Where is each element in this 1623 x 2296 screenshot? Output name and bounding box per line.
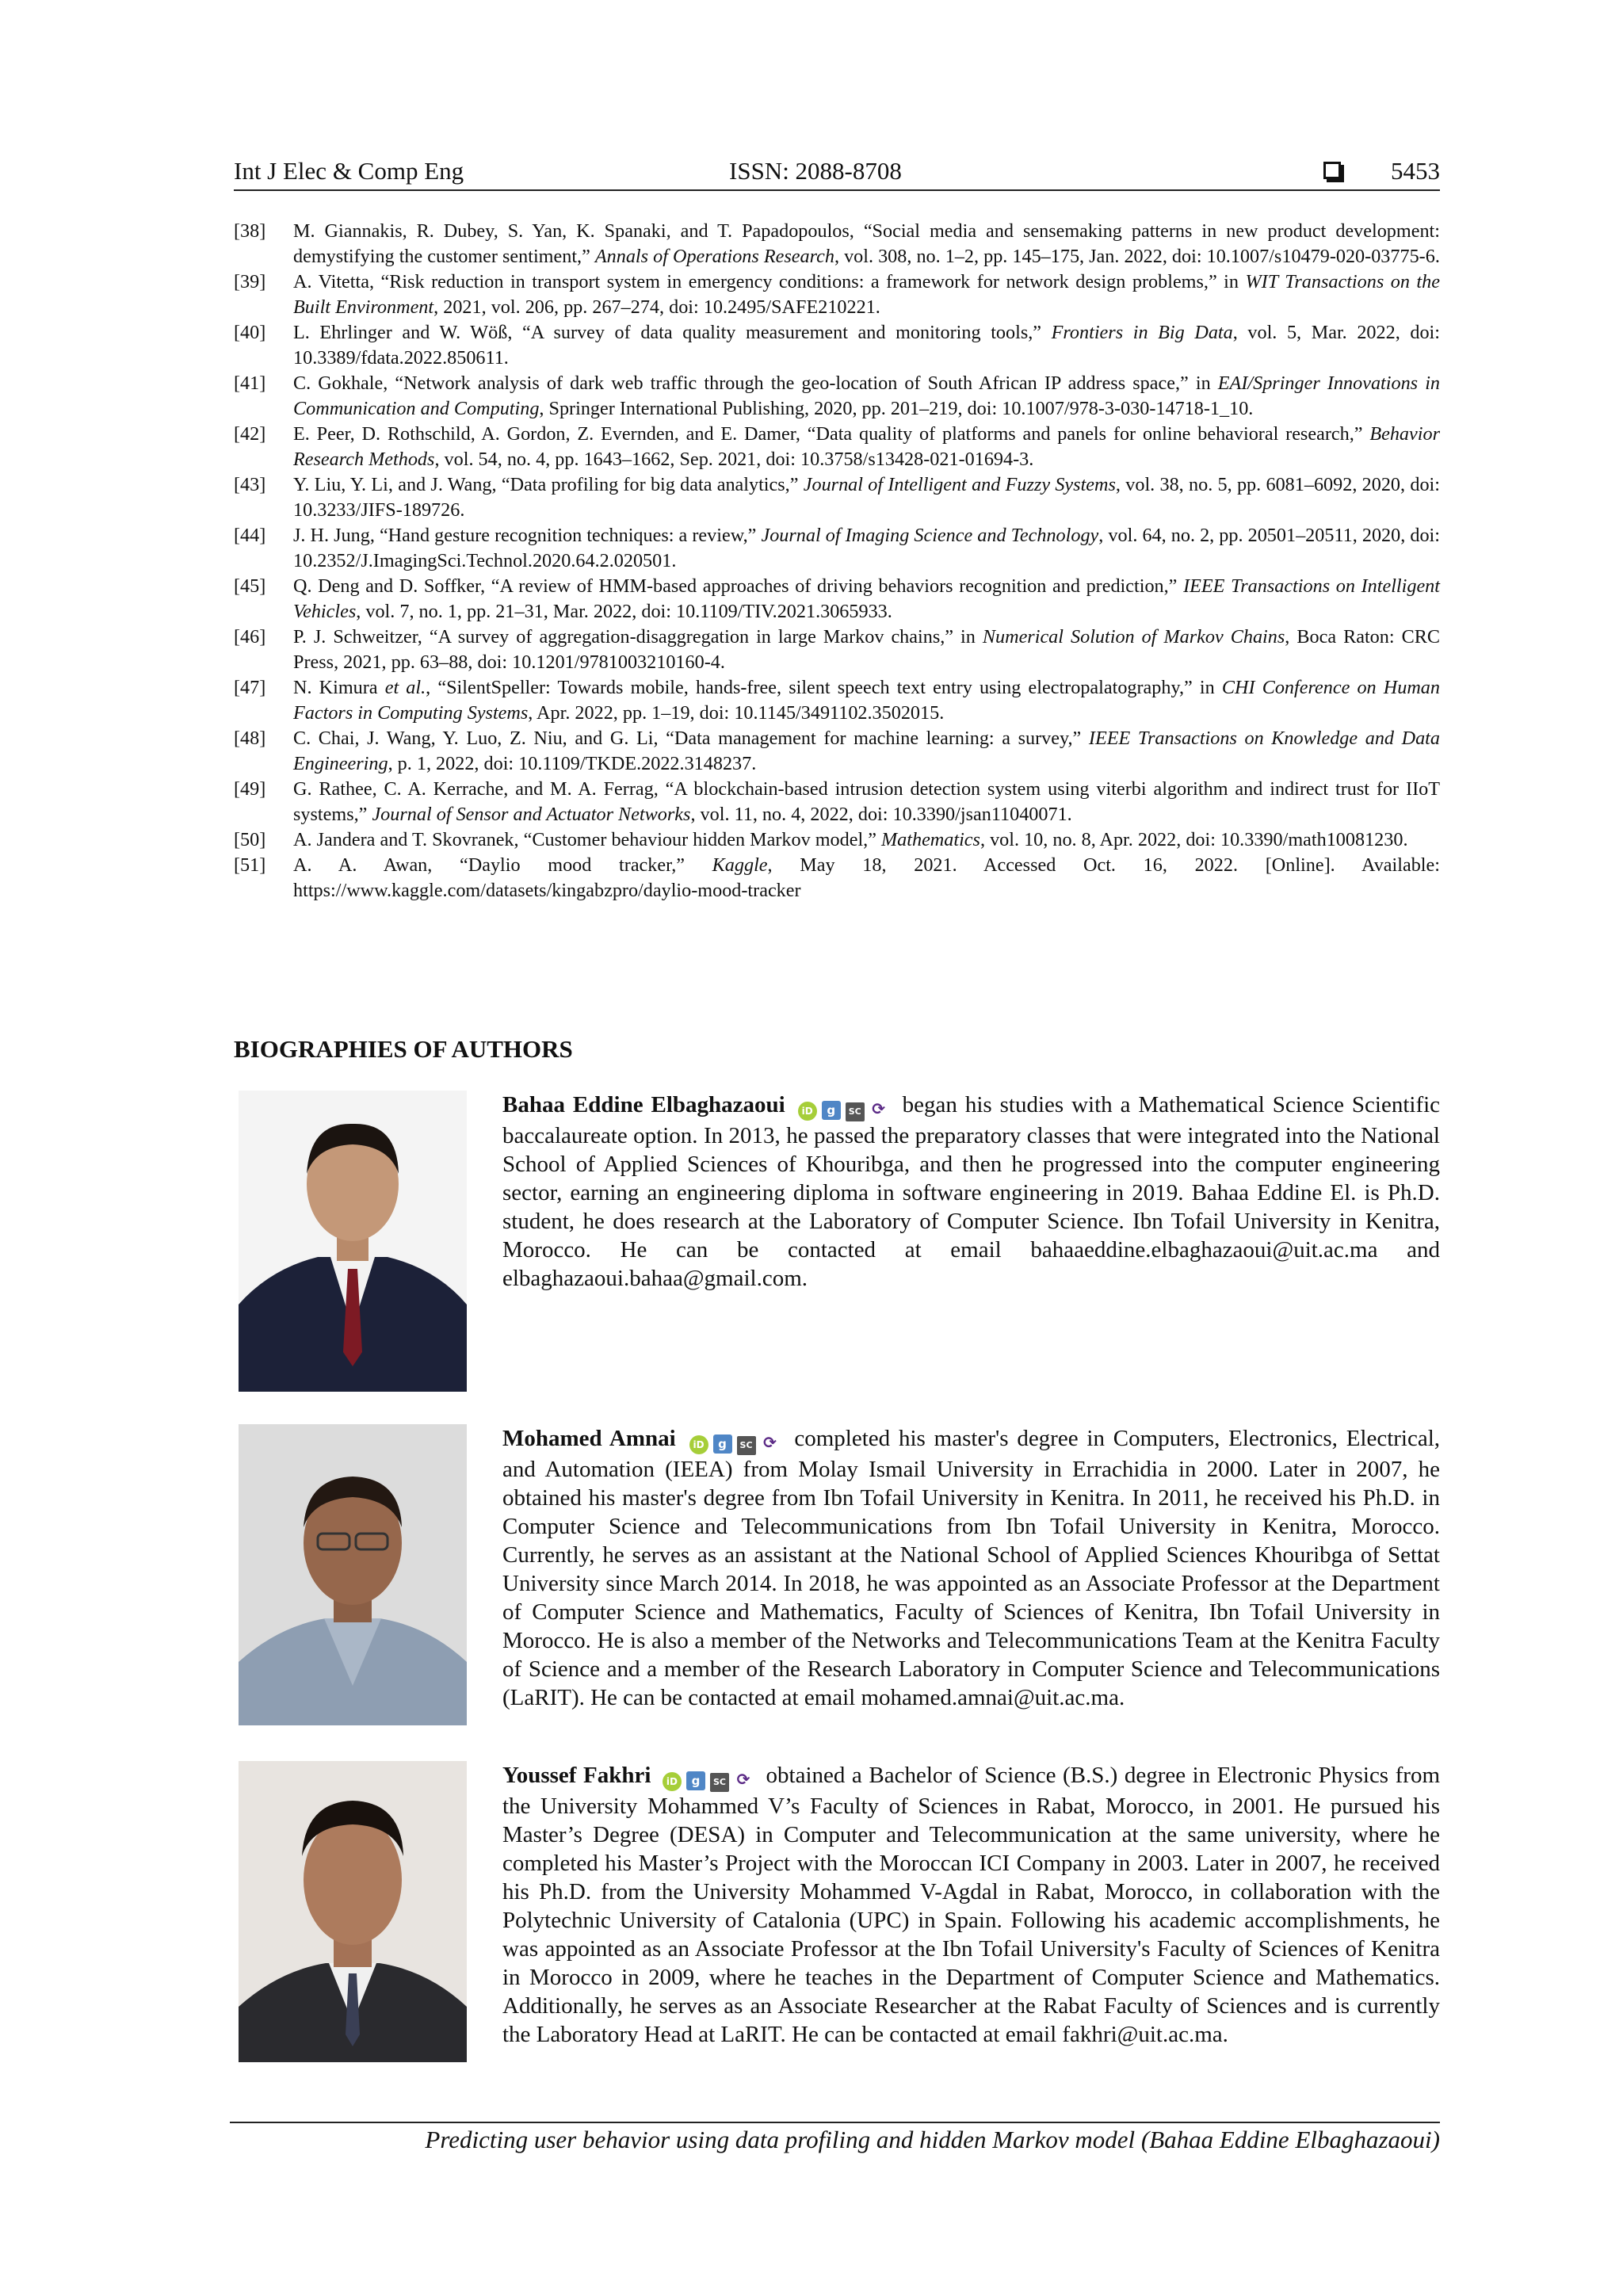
orcid-icon[interactable]: iD (798, 1102, 817, 1121)
reference-number: [42] (234, 423, 266, 445)
reference-number: [47] (234, 677, 266, 698)
reference-number: [51] (234, 854, 266, 876)
reference-number: [50] (234, 829, 266, 850)
running-header (234, 157, 1440, 189)
reference-number: [44] (234, 525, 266, 546)
reference-venue: et al. (384, 677, 426, 698)
reference-entry (234, 726, 1440, 777)
web-of-science-icon[interactable]: ⟳ (872, 1099, 886, 1118)
web-of-science-icon[interactable]: ⟳ (736, 1770, 750, 1789)
reference-text: N. Kimura (293, 677, 385, 698)
reference-number: [46] (234, 626, 266, 648)
author-photo (239, 1091, 467, 1392)
reference-text: P. J. Schweitzer, “A survey of aggregation-disaggregation in large Markov chains,” in (293, 626, 983, 648)
reference-venue: Journal of Imaging Science and Technology (761, 525, 1099, 546)
reference-entry (234, 269, 1440, 320)
reference-entry (234, 219, 1440, 269)
web-of-science-icon[interactable]: ⟳ (763, 1433, 777, 1452)
reference-text: , May 18, 2021. Accessed Oct. 16, 2022. [Online]. Available: https://www.kaggle.com/datasets/kingabzpro/daylio-mood-tracker (293, 854, 1440, 901)
bio-text (502, 1091, 1440, 1293)
reference-number: [45] (234, 575, 266, 597)
scopus-icon[interactable]: SC (846, 1102, 865, 1121)
reference-text: M. Giannakis, R. Dubey, S. Yan, K. Spanaki, and T. Papadopoulos, “Social media and sensemaking patterns in new product development: demystifying the customer sentiment,” (293, 220, 1440, 267)
bio-body: began his studies with a Mathematical Science Scientific baccalaureate option. In 2013, he passed the preparatory classes that were integrated into the National School of Applied Sciences of Khouribga, and then he progressed into the computer engineering sector, earning an engineering diploma in software engineering in 2019. Bahaa Eddine El. is Ph.D. student, he does research at the Laboratory of Computer Science. Ibn Tofail University in Kenitra, Morocco. He can be contacted at email bahaaeddine.elbaghazaoui@uit.ac.ma and elbaghazaoui.bahaa@gmail.com. (502, 1092, 1441, 1291)
reference-number: [43] (234, 474, 266, 495)
bio-body: completed his master's degree in Computers, Electronics, Electrical, and Automation (IEEA) from Molay Ismail University in Errachidia in 2000. Later in 2007, he obtained his master's degree from Ibn Tofail University in Kenitra. In 2011, he received his Ph.D. in Computer Science and Telecommunications from Ibn Tofail University in Kenitra, Morocco. Currently, he serves as an assistant at the National School of Applied Sciences Khouribga of Settat University since March 2014. In 2018, he was appointed as an Associate Professor at the Department of Computer Science and Mathematics, Faculty of Sciences of Kenitra, Ibn Tofail University in Morocco. He is also a member of the Networks and Telecommunications Team at the Kenitra Faculty of Science and a member of the Research Laboratory in Computer Science and Telecommunications (LaRIT). He can be contacted at email mohamed.amnai@uit.ac.ma. (502, 1426, 1441, 1710)
reference-entry (234, 625, 1440, 675)
bio-text (502, 1761, 1440, 2049)
author-bio (234, 1091, 1440, 1392)
reference-text: , vol. 11, no. 4, 2022, doi: 10.3390/jsan11040071. (690, 804, 1072, 825)
reference-number: [39] (234, 271, 266, 292)
reference-venue: WIT Transactions on the Built Environment (293, 271, 1440, 318)
reference-venue: Numerical Solution of Markov Chains (982, 626, 1285, 648)
reference-text: , vol. 10, no. 8, Apr. 2022, doi: 10.3390/math10081230. (980, 829, 1408, 850)
scopus-icon[interactable]: SC (710, 1773, 729, 1792)
reference-number: [40] (234, 322, 266, 343)
reference-entry (234, 320, 1440, 371)
reference-text: Q. Deng and D. Soffker, “A review of HMM-based approaches of driving behaviors recognition and prediction,” (293, 575, 1184, 597)
reference-venue: Annals of Operations Research (594, 246, 834, 267)
orcid-icon[interactable]: iD (663, 1772, 682, 1791)
reference-number: [41] (234, 372, 266, 394)
bio-text (502, 1424, 1440, 1712)
reference-entry (234, 675, 1440, 726)
reference-text: , vol. 54, no. 4, pp. 1643–1662, Sep. 2021, doi: 10.3758/s13428-021-01694-3. (434, 449, 1034, 470)
reference-venue: CHI Conference on Human Factors in Computing Systems (293, 677, 1440, 724)
reference-entry (234, 853, 1440, 904)
reference-venue: EAI/Springer Innovations in Communication and Computing (293, 372, 1441, 419)
reference-venue: Mathematics (881, 829, 980, 850)
reference-entry (234, 472, 1440, 523)
google-scholar-icon[interactable]: g (822, 1101, 841, 1120)
reference-entry (234, 827, 1440, 853)
reference-text: , vol. 64, no. 2, pp. 20501–20511, 2020, doi: 10.2352/J.ImagingSci.Technol.2020.64.2.020501. (293, 525, 1441, 571)
reference-venue: IEEE Transactions on Knowledge and Data Engineering (293, 728, 1440, 774)
google-scholar-icon[interactable]: g (686, 1771, 705, 1790)
orcid-icon[interactable]: iD (689, 1435, 708, 1454)
reference-text: Y. Liu, Y. Li, and J. Wang, “Data profiling for big data analytics,” (293, 474, 804, 495)
author-name: Bahaa Eddine Elbaghazaoui (502, 1092, 785, 1117)
footer-rule (230, 2122, 1440, 2123)
reference-text: E. Peer, D. Rothschild, A. Gordon, Z. Evernden, and E. Damer, “Data quality of platforms and panels for online behavioral research,” (293, 423, 1370, 445)
reference-entry (234, 574, 1440, 625)
reference-text: , p. 1, 2022, doi: 10.1109/TKDE.2022.3148237. (388, 753, 757, 774)
author-bio (234, 1761, 1440, 2062)
reference-text: C. Gokhale, “Network analysis of dark web traffic through the geo-location of South African IP address space,” in (293, 372, 1218, 394)
reference-number: [38] (234, 220, 266, 242)
reference-text: , Apr. 2022, pp. 1–19, doi: 10.1145/3491102.3502015. (528, 702, 945, 724)
square-icon (1323, 162, 1341, 179)
reference-entry (234, 523, 1440, 574)
reference-text: , Boca Raton: CRC Press, 2021, pp. 63–88, doi: 10.1201/9781003210160-4. (293, 626, 1441, 673)
google-scholar-icon[interactable]: g (713, 1435, 732, 1454)
reference-entry (234, 422, 1440, 472)
reference-venue: IEEE Transactions on Intelligent Vehicles (293, 575, 1440, 622)
reference-venue: Journal of Sensor and Actuator Networks (372, 804, 691, 825)
reference-text: , vol. 7, no. 1, pp. 21–31, Mar. 2022, doi: 10.1109/TIV.2021.3065933. (356, 601, 892, 622)
reference-venue: Behavior Research Methods (293, 423, 1440, 470)
author-name: Youssef Fakhri (502, 1763, 651, 1788)
reference-venue: Frontiers in Big Data (1051, 322, 1233, 343)
journal-name: Int J Elec & Comp Eng (234, 157, 464, 185)
scopus-icon[interactable]: SC (737, 1436, 756, 1455)
reference-entry (234, 371, 1440, 422)
reference-text: G. Rathee, C. A. Kerrache, and M. A. Ferrag, “A blockchain-based intrusion detection system using viterbi algorithm and indirect trust for IIoT systems,” (293, 778, 1440, 825)
reference-text: , vol. 38, no. 5, pp. 6081–6092, 2020, doi: 10.3233/JIFS-189726. (293, 474, 1440, 521)
page-number: 5453 (1391, 157, 1440, 185)
header-rule (234, 189, 1440, 191)
reference-list (234, 219, 1440, 904)
reference-number: [49] (234, 778, 266, 800)
reference-venue: Journal of Intelligent and Fuzzy Systems (803, 474, 1116, 495)
reference-text: , “SilentSpeller: Towards mobile, hands-free, silent speech text entry using electropalatography,” in (426, 677, 1222, 698)
reference-text: , vol. 308, no. 1–2, pp. 145–175, Jan. 2022, doi: 10.1007/s10479-020-03775-6. (834, 246, 1440, 267)
reference-text: , vol. 5, Mar. 2022, doi: 10.3389/fdata.2022.850611. (293, 322, 1440, 369)
reference-text: A. A. Awan, “Daylio mood tracker,” (293, 854, 712, 876)
author-photo (239, 1761, 467, 2062)
author-bio (234, 1424, 1440, 1725)
reference-entry (234, 777, 1440, 827)
running-footer: Predicting user behavior using data profiling and hidden Markov model (Bahaa Eddine Elbaghazaoui) (425, 2126, 1440, 2153)
section-title: BIOGRAPHIES OF AUTHORS (234, 1035, 573, 1063)
reference-text: L. Ehrlinger and W. Wöß, “A survey of data quality measurement and monitoring tools,” (293, 322, 1052, 343)
reference-text: J. H. Jung, “Hand gesture recognition techniques: a review,” (293, 525, 762, 546)
reference-text: , 2021, vol. 206, pp. 267–274, doi: 10.2495/SAFE210221. (433, 296, 880, 318)
author-name: Mohamed Amnai (502, 1426, 676, 1451)
author-photo (239, 1424, 467, 1725)
reference-text: C. Chai, J. Wang, Y. Luo, Z. Niu, and G. Li, “Data management for machine learning: a survey,” (293, 728, 1089, 749)
reference-text: A. Vitetta, “Risk reduction in transport system in emergency conditions: a framework for network design problems,” in (293, 271, 1246, 292)
reference-text: A. Jandera and T. Skovranek, “Customer behaviour hidden Markov model,” (293, 829, 882, 850)
reference-text: , Springer International Publishing, 2020, pp. 201–219, doi: 10.1007/978-3-030-14718-1_10. (539, 398, 1254, 419)
bio-body: obtained a Bachelor of Science (B.S.) degree in Electronic Physics from the University Mohammed V’s Faculty of Sciences in Rabat, Morocco, in 2001. He pursued his Master’s Degree (DESA) in Computer and Telecommunication at the same university, where he completed his Master’s Project with the Moroccan ICI Company in 2003. Later in 2007, he received his Ph.D. from the University Mohammed V-Agdal in Rabat, Morocco, in collaboration with the Polytechnic University of Catalonia (UPC) in Spain. Following his academic accomplishments, he was appointed as an Associate Professor at the Ibn Tofail University's Faculty of Sciences of Kenitra in Morocco in 2009, where he teaches in the Department of Computer Science and Mathematics. Additionally, he serves as an Associate Researcher at the Rabat Faculty of Sciences and is currently the Laboratory Head at LaRIT. He can be contacted at email fakhri@uit.ac.ma. (502, 1763, 1441, 2047)
reference-number: [48] (234, 728, 266, 749)
issn: ISSN: 2088-8708 (729, 157, 902, 185)
reference-venue: Kaggle (712, 854, 768, 876)
